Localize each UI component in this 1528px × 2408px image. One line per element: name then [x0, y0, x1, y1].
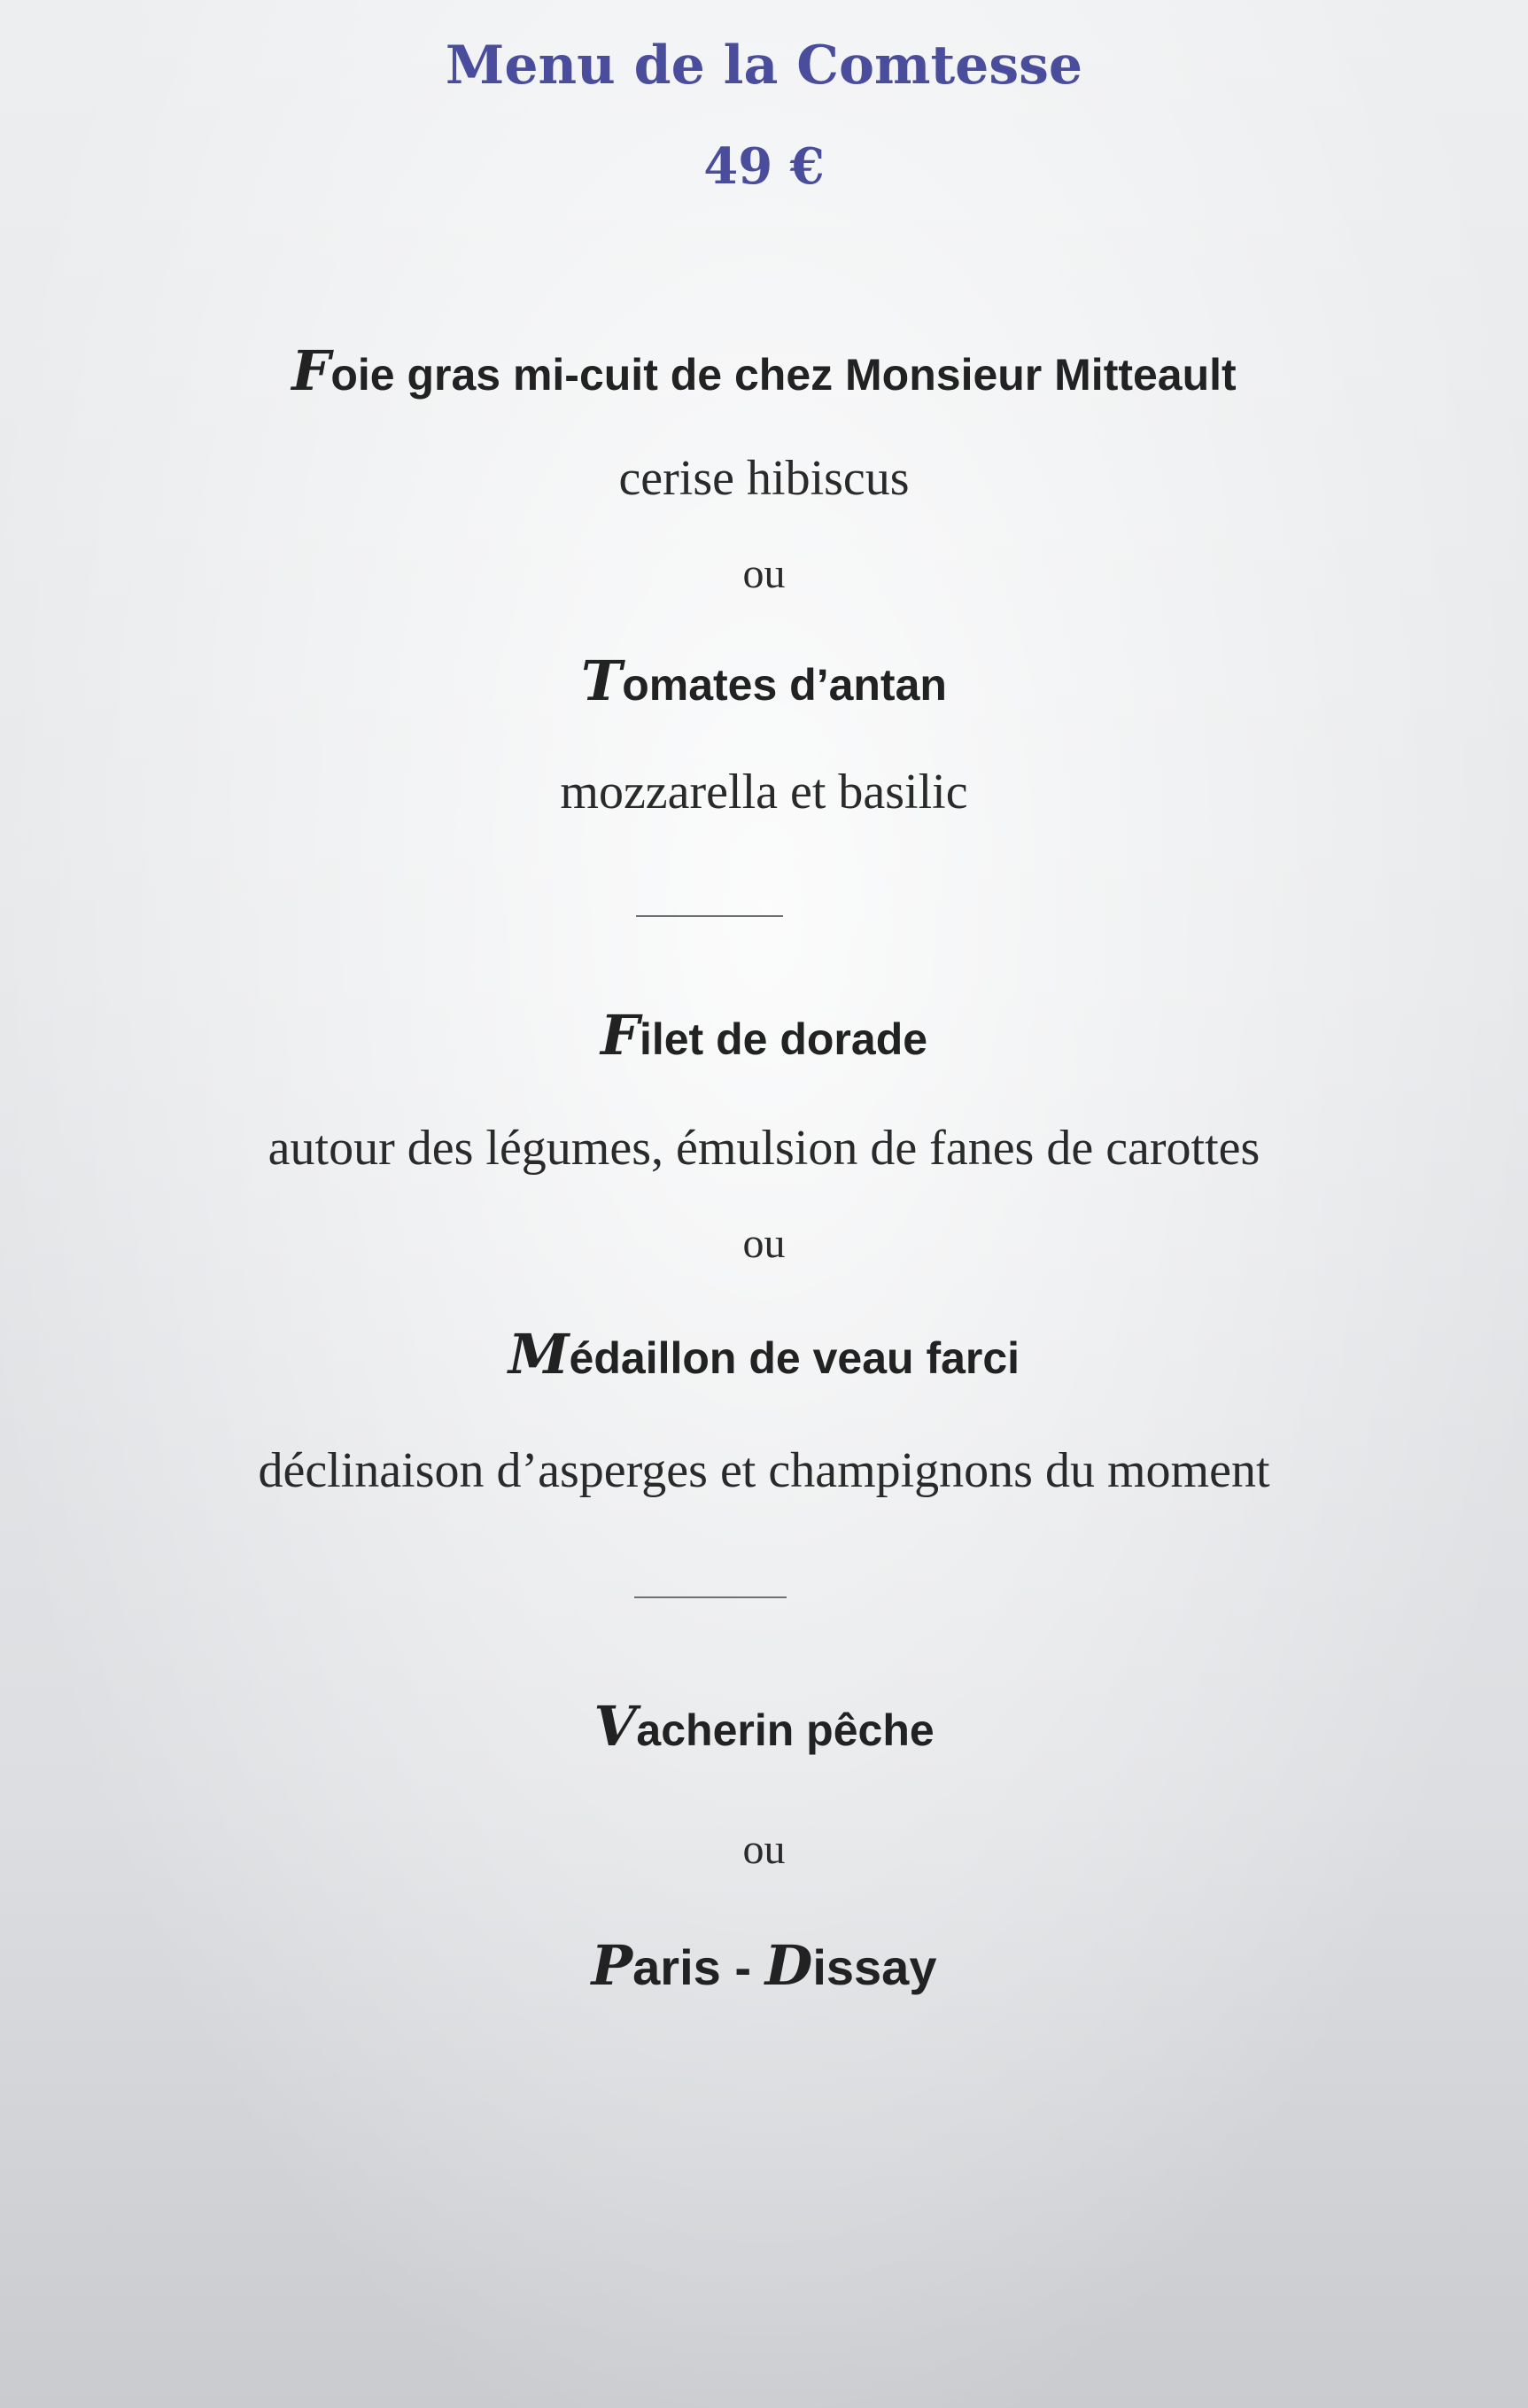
- dessert-2-initial-2: D: [764, 1933, 813, 1998]
- dessert-1-name: [0, 1694, 1528, 1759]
- starter-1-rest: oie gras mi-cuit de chez Monsieur Mitteault: [330, 350, 1237, 400]
- dessert-1-rest: acherin pêche: [636, 1705, 935, 1755]
- main-1-initial: F: [600, 1003, 640, 1068]
- main-2-initial: M: [508, 1322, 570, 1387]
- starter-2-rest: omates d’antan: [622, 660, 947, 710]
- main-1-name: [0, 1003, 1528, 1068]
- dessert-or: ou: [742, 1826, 786, 1873]
- main-1-description: autour des légumes, émulsion de fanes de carottes: [268, 1121, 1260, 1176]
- dessert-2-name: [0, 1933, 1528, 1998]
- divider-1: [636, 915, 783, 917]
- starter-1-name: [0, 338, 1528, 403]
- main-or: ou: [742, 1220, 786, 1267]
- menu-title: Menu de la Comtesse: [445, 35, 1083, 97]
- main-2-description: déclinaison d’asperges et champignons du moment: [258, 1443, 1270, 1498]
- dessert-2-rest-2: issay: [812, 1939, 937, 1995]
- starter-1-initial: F: [291, 338, 331, 403]
- starter-or: ou: [742, 550, 786, 597]
- dessert-2-rest-1: aris -: [632, 1939, 765, 1995]
- starter-1-description: cerise hibiscus: [618, 451, 910, 506]
- main-2-name: [0, 1322, 1528, 1387]
- main-1-rest: ilet de dorade: [639, 1014, 928, 1064]
- divider-2: [634, 1596, 787, 1598]
- starter-2-name: [0, 649, 1528, 713]
- dessert-2-initial-1: P: [591, 1933, 633, 1998]
- main-2-rest: édaillon de veau farci: [569, 1333, 1020, 1383]
- dessert-1-initial: V: [593, 1694, 637, 1759]
- starter-2-initial: T: [581, 649, 623, 713]
- menu-price: 49 €: [703, 137, 825, 196]
- starter-2-description: mozzarella et basilic: [560, 765, 968, 819]
